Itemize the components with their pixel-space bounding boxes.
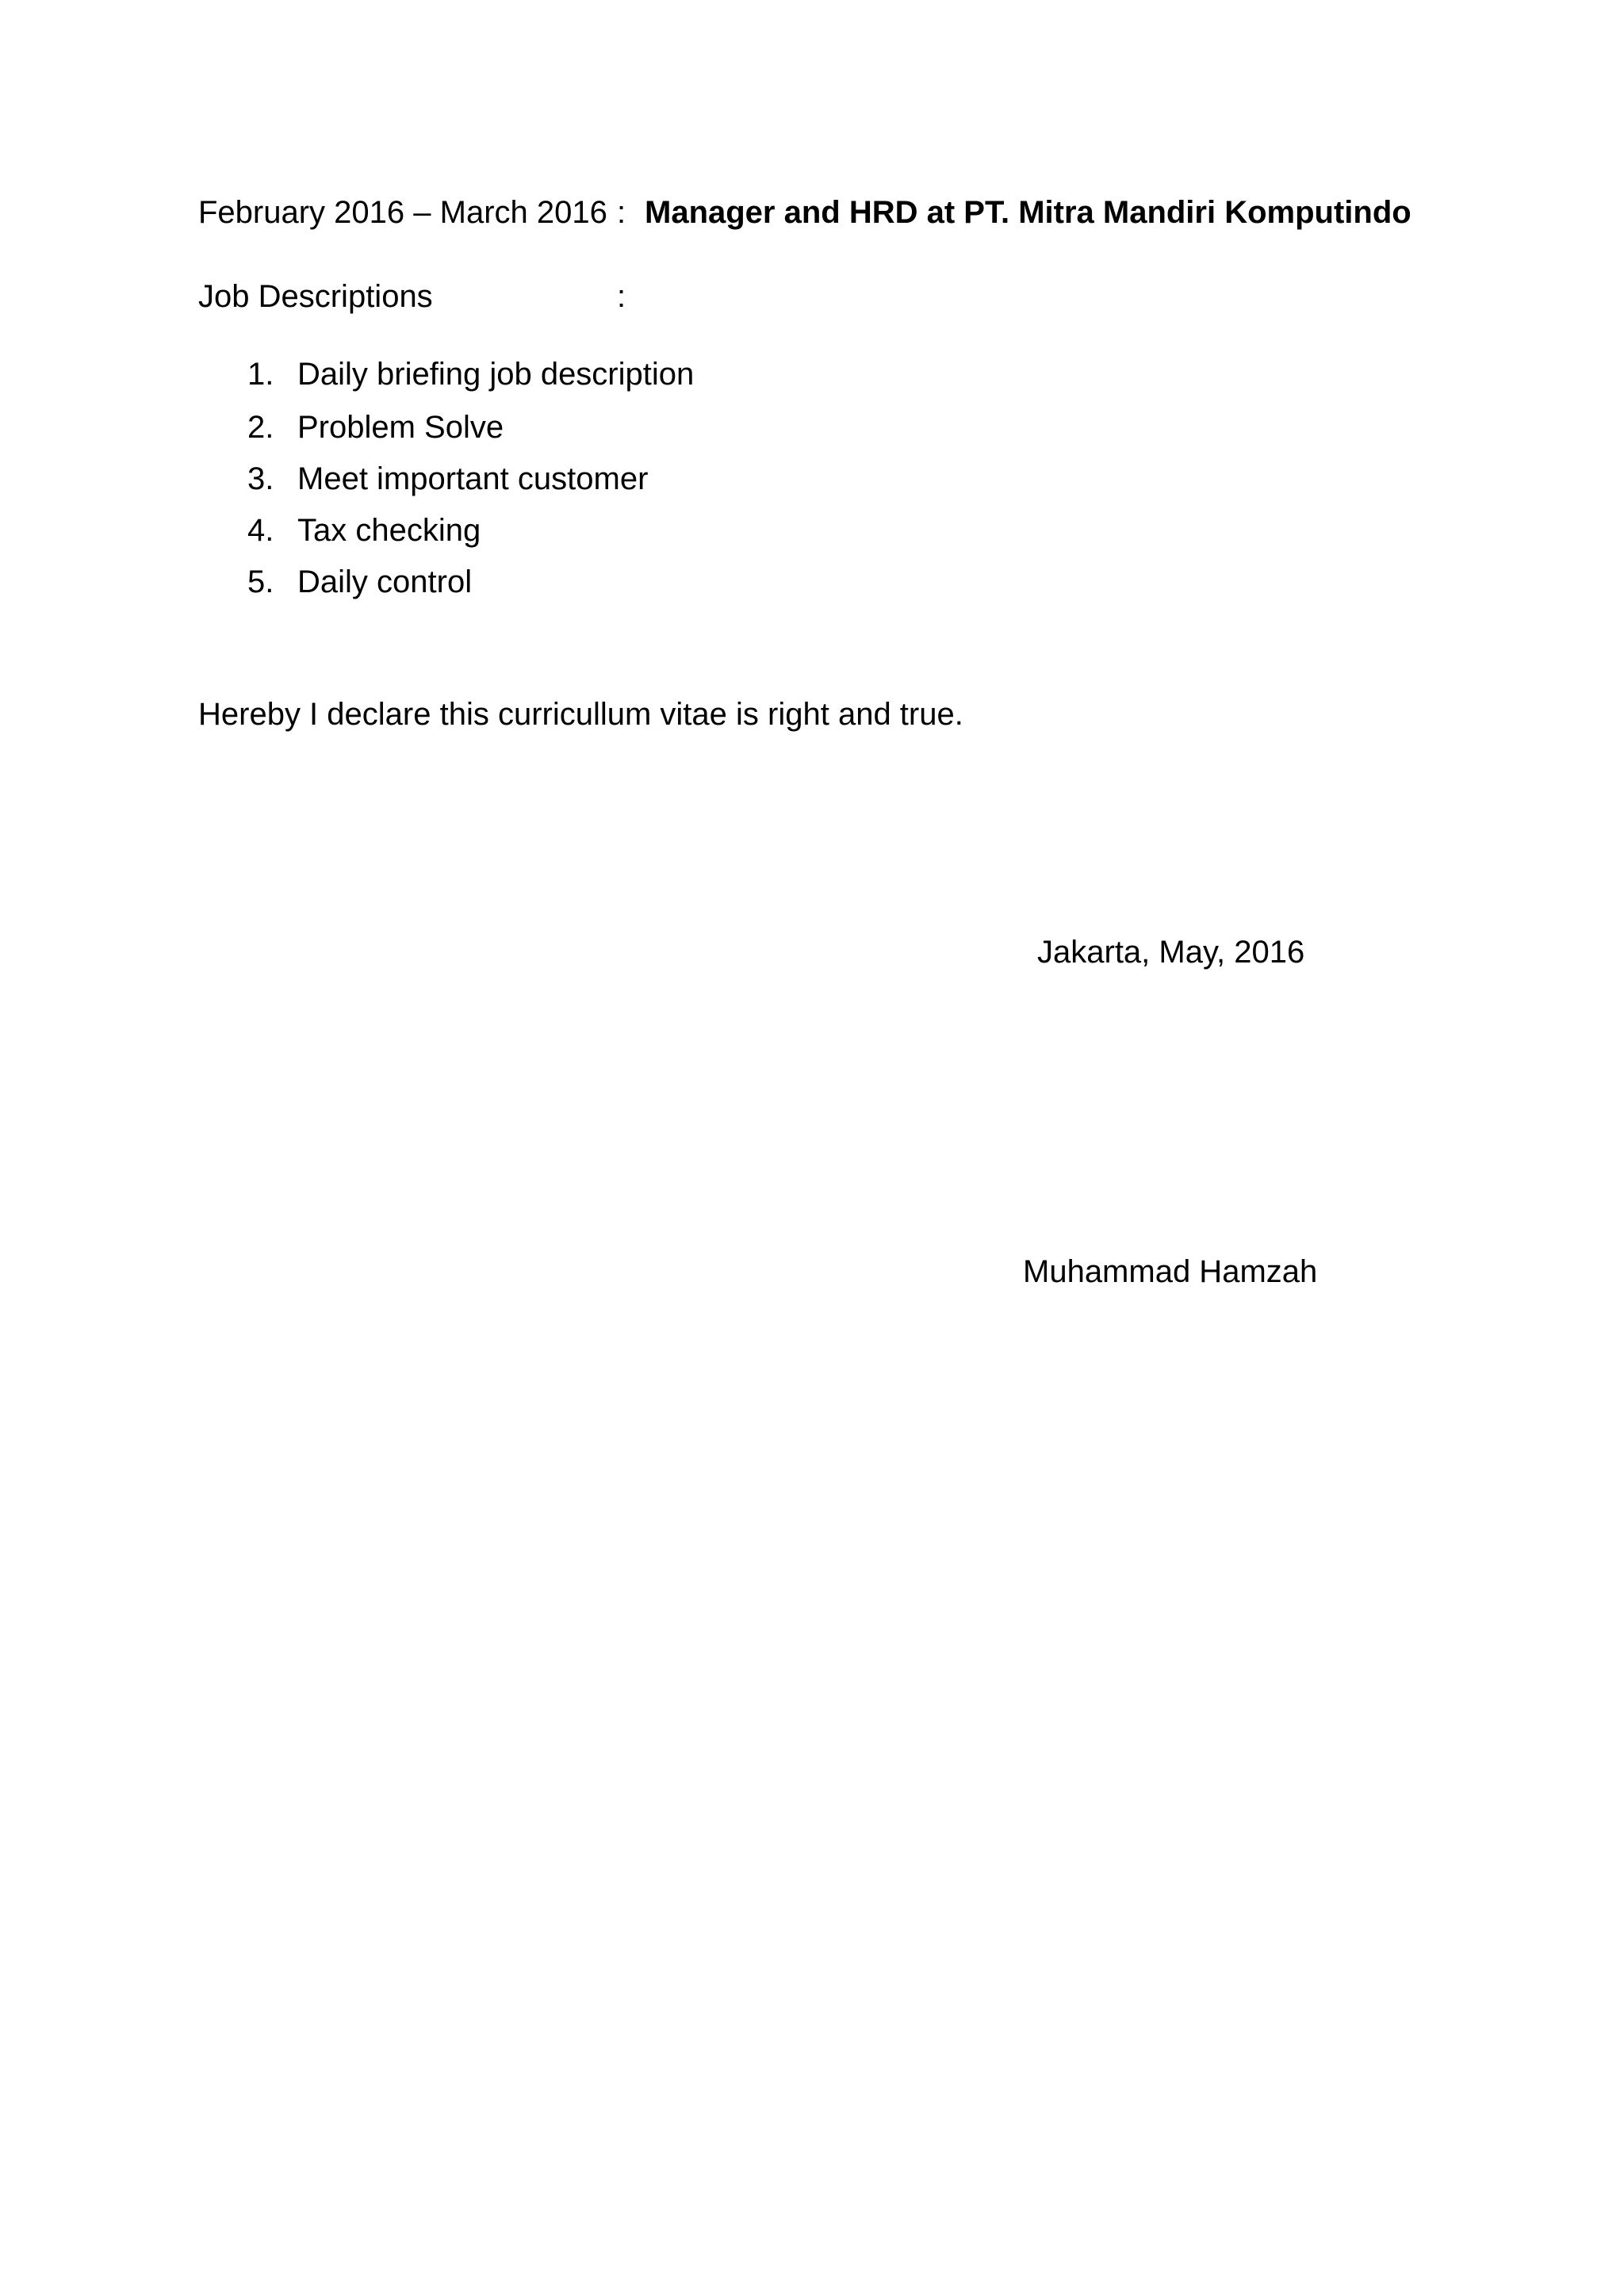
job-descriptions-colon: :: [617, 279, 626, 314]
list-item-number: 3.: [247, 461, 274, 496]
place-date: Jakarta, May, 2016: [1037, 935, 1305, 970]
position-title: Manager and HRD at PT. Mitra Mandiri Komputindo: [645, 195, 1411, 230]
list-item-text: Meet important customer: [297, 461, 649, 496]
list-item-text: Problem Solve: [297, 410, 504, 445]
employment-period: February 2016 – March 2016: [198, 195, 607, 230]
period-colon: :: [617, 195, 626, 230]
list-item-number: 5.: [247, 564, 274, 599]
list-item-number: 1.: [247, 357, 274, 392]
signatory-name: Muhammad Hamzah: [1023, 1254, 1318, 1289]
list-item-text: Daily control: [297, 564, 473, 599]
declaration-statement: Hereby I declare this curricullum vitae is right and true.: [198, 697, 963, 732]
list-item-number: 4.: [247, 513, 274, 548]
list-item-number: 2.: [247, 410, 274, 445]
job-descriptions-label: Job Descriptions: [198, 279, 433, 314]
list-item-text: Daily briefing job description: [297, 357, 695, 392]
list-item-text: Tax checking: [297, 513, 481, 548]
